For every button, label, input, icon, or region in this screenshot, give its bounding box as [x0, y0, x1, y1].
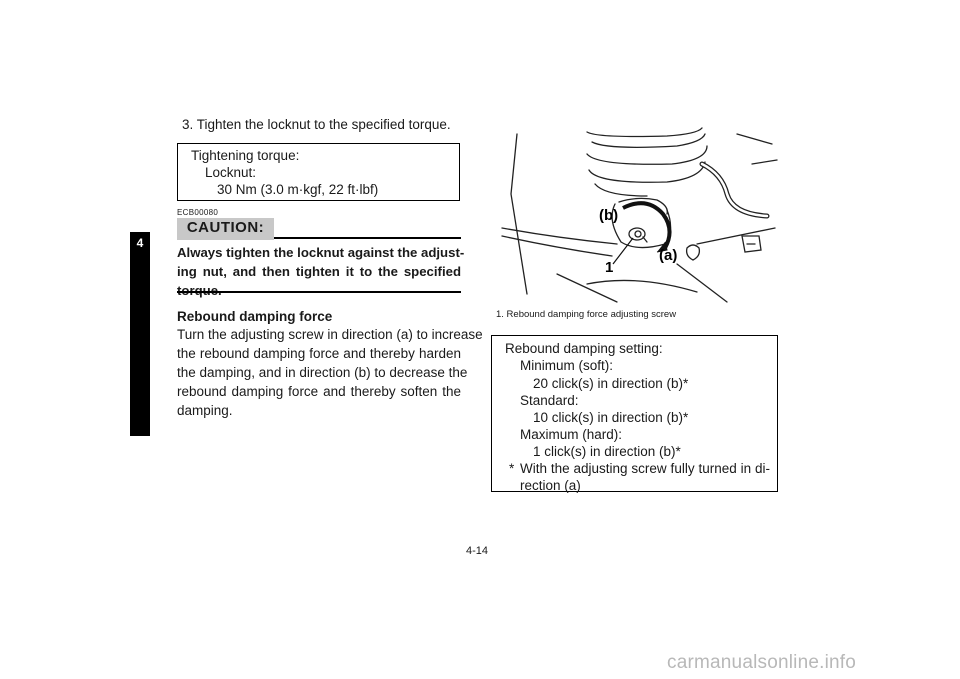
- paragraph-line: Turn the adjusting screw in direction (a) to increase: [177, 327, 483, 342]
- torque-item: Locknut:: [205, 165, 257, 180]
- caution-bottom-rule: [177, 291, 461, 293]
- setting-std-value: 10 click(s) in direction (b)*: [533, 410, 689, 425]
- paragraph-line: rebound damping force and thereby soften the: [177, 384, 461, 399]
- paragraph-line: the damping, and in direction (b) to decrease the: [177, 365, 468, 380]
- damping-setting-box: [491, 335, 778, 492]
- watermark: carmanualsonline.info: [667, 652, 857, 673]
- torque-heading: Tightening torque:: [191, 148, 300, 163]
- caution-code: ECB00080: [177, 208, 219, 217]
- footnote-line-2: rection (a): [520, 478, 581, 493]
- setting-min-label: Minimum (soft):: [520, 358, 614, 373]
- setting-max-label: Maximum (hard):: [520, 427, 623, 442]
- chapter-tab: [130, 232, 150, 436]
- step-3-text: 3. Tighten the locknut to the specified torque.: [182, 117, 451, 132]
- caution-line: Always tighten the locknut against the adjust-: [177, 245, 465, 260]
- figure-label-1: 1: [605, 259, 614, 276]
- footnote-mark: *: [509, 461, 515, 476]
- section-paragraph: [177, 325, 483, 420]
- figure-caption: 1. Rebound damping force adjusting screw: [496, 309, 677, 320]
- paragraph-line: damping.: [177, 403, 233, 418]
- section-title: Rebound damping force: [177, 309, 333, 324]
- torque-spec-box: [177, 143, 460, 201]
- setting-max-value: 1 click(s) in direction (b)*: [533, 444, 681, 459]
- caution-top-rule: [274, 237, 461, 239]
- setting-heading: Rebound damping setting:: [505, 341, 663, 356]
- page-number: 4-14: [466, 545, 489, 557]
- paragraph-line: the rebound damping force and thereby harden: [177, 346, 461, 361]
- setting-std-label: Standard:: [520, 393, 579, 408]
- footnote-line-1: With the adjusting screw fully turned in di-: [520, 461, 770, 476]
- chapter-number: 4: [136, 236, 144, 250]
- torque-value: 30 Nm (3.0 m·kgf, 22 ft·lbf): [217, 182, 379, 197]
- caution-label: CAUTION:: [186, 219, 265, 236]
- caution-line: ing nut, and then tighten it to the specified: [177, 264, 461, 279]
- setting-min-value: 20 click(s) in direction (b)*: [533, 376, 689, 391]
- shock-absorber-illustration: [497, 124, 780, 306]
- figure-label-a: (a): [659, 247, 678, 264]
- figure-label-b: (b): [599, 207, 619, 224]
